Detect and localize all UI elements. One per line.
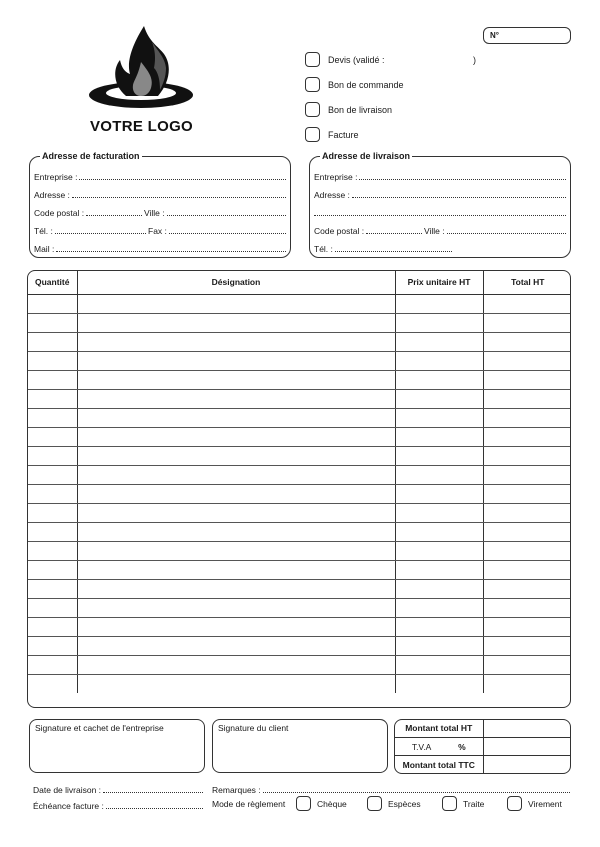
cell-quantite[interactable] — [28, 427, 77, 446]
checkbox[interactable] — [305, 77, 320, 92]
table-row — [28, 522, 571, 541]
cell-prix-unitaire[interactable] — [395, 674, 483, 693]
column-header-designation: Désignation — [77, 271, 395, 294]
items-table — [27, 270, 571, 708]
checkbox[interactable] — [442, 796, 457, 811]
tva-value[interactable] — [483, 737, 570, 755]
delivery-tel-field[interactable] — [314, 242, 452, 254]
cell-quantite[interactable] — [28, 674, 77, 693]
doc-type-label: Bon de commande — [328, 80, 404, 90]
field-label: Tél. : — [34, 226, 53, 236]
field-label: Adresse : — [34, 190, 70, 200]
billing-cp-ville-field[interactable] — [34, 206, 286, 218]
cell-total-ht[interactable] — [483, 636, 571, 655]
cell-quantite[interactable] — [28, 294, 77, 313]
document-number-field[interactable] — [483, 27, 571, 44]
cell-total-ht[interactable] — [483, 332, 571, 351]
field-label: Ville : — [424, 226, 445, 236]
cell-quantite[interactable] — [28, 484, 77, 503]
table-row — [28, 408, 571, 427]
cell-prix-unitaire[interactable] — [395, 427, 483, 446]
cell-designation[interactable] — [77, 332, 395, 351]
delivery-adresse-field[interactable] — [314, 188, 566, 200]
table-row — [28, 313, 571, 332]
billing-tel-fax-field[interactable] — [34, 224, 286, 236]
checkbox[interactable] — [507, 796, 522, 811]
payment-mode-label: Mode de règlement — [212, 799, 286, 809]
table-row — [28, 351, 571, 370]
cell-designation[interactable] — [77, 674, 395, 693]
table-row — [28, 617, 571, 636]
cell-prix-unitaire[interactable] — [395, 522, 483, 541]
table-row — [28, 598, 571, 617]
payment-option-label: Virement — [528, 799, 562, 809]
cell-designation[interactable] — [77, 579, 395, 598]
cell-designation[interactable] — [77, 541, 395, 560]
table-row — [28, 503, 571, 522]
cell-prix-unitaire[interactable] — [395, 484, 483, 503]
field-label: Code postal : — [34, 208, 85, 218]
cell-designation[interactable] — [77, 560, 395, 579]
cell-designation[interactable] — [77, 617, 395, 636]
cell-quantite[interactable] — [28, 313, 77, 332]
delivery-cp-ville-field[interactable] — [314, 224, 566, 236]
checkbox[interactable] — [305, 127, 320, 142]
cell-total-ht[interactable] — [483, 579, 571, 598]
doc-type-label: Bon de livraison — [328, 105, 393, 115]
devis-closing-paren: ) — [473, 55, 476, 65]
cell-quantite[interactable] — [28, 503, 77, 522]
cell-prix-unitaire[interactable] — [395, 408, 483, 427]
flame-icon — [86, 24, 196, 116]
cell-prix-unitaire[interactable] — [395, 294, 483, 313]
cell-total-ht[interactable] — [483, 598, 571, 617]
field-label: Échéance facture : — [33, 801, 104, 811]
cell-total-ht[interactable] — [483, 522, 571, 541]
total-ht-row — [395, 720, 570, 737]
cell-prix-unitaire[interactable] — [395, 313, 483, 332]
column-header-total-ht: Total HT — [483, 271, 571, 294]
table-row — [28, 389, 571, 408]
cell-total-ht[interactable] — [483, 389, 571, 408]
cell-total-ht[interactable] — [483, 351, 571, 370]
cell-quantite[interactable] — [28, 389, 77, 408]
cell-designation[interactable] — [77, 598, 395, 617]
cell-total-ht[interactable] — [483, 655, 571, 674]
table-row — [28, 655, 571, 674]
echeance-facture-field[interactable] — [33, 799, 203, 811]
cell-quantite[interactable] — [28, 560, 77, 579]
cell-quantite[interactable] — [28, 370, 77, 389]
field-label: Ville : — [144, 208, 165, 218]
cell-total-ht[interactable] — [483, 541, 571, 560]
field-label: Date de livraison : — [33, 785, 102, 795]
cell-designation[interactable] — [77, 522, 395, 541]
cell-total-ht[interactable] — [483, 617, 571, 636]
cell-designation[interactable] — [77, 351, 395, 370]
table-row — [28, 579, 571, 598]
table-row — [28, 636, 571, 655]
cell-total-ht[interactable] — [483, 560, 571, 579]
cell-quantite[interactable] — [28, 655, 77, 674]
field-label: Mail : — [34, 244, 55, 254]
delivery-address-box — [309, 151, 571, 258]
cell-total-ht[interactable] — [483, 294, 571, 313]
cell-designation[interactable] — [77, 484, 395, 503]
table-header-row — [28, 271, 571, 294]
table-row — [28, 427, 571, 446]
cell-quantite[interactable] — [28, 617, 77, 636]
tva-label: T.V.A — [411, 741, 432, 752]
tva-percent-sign: % — [458, 741, 466, 752]
field-label: Code postal : — [314, 226, 365, 236]
billing-address-box — [29, 151, 291, 258]
checkbox[interactable] — [305, 102, 320, 117]
cell-quantite[interactable] — [28, 465, 77, 484]
table-row — [28, 332, 571, 351]
cell-total-ht[interactable] — [483, 465, 571, 484]
table-row — [28, 674, 571, 693]
cell-designation[interactable] — [77, 427, 395, 446]
cell-prix-unitaire[interactable] — [395, 503, 483, 522]
billing-address-title: Adresse de facturation — [42, 151, 140, 161]
cell-prix-unitaire[interactable] — [395, 655, 483, 674]
column-header-prix-unitaire: Prix unitaire HT — [395, 271, 483, 294]
cell-prix-unitaire[interactable] — [395, 332, 483, 351]
field-label: Tél. : — [314, 244, 333, 254]
client-signature-label: Signature du client — [218, 723, 289, 733]
checkbox[interactable] — [296, 796, 311, 811]
cell-designation[interactable] — [77, 408, 395, 427]
payment-option-label: Chèque — [317, 799, 347, 809]
table-row — [28, 446, 571, 465]
cell-total-ht[interactable] — [483, 427, 571, 446]
cell-designation[interactable] — [77, 446, 395, 465]
cell-designation[interactable] — [77, 389, 395, 408]
cell-prix-unitaire[interactable] — [395, 446, 483, 465]
cell-quantite[interactable] — [28, 579, 77, 598]
tva-label-cell — [395, 737, 483, 755]
cell-prix-unitaire[interactable] — [395, 389, 483, 408]
cell-prix-unitaire[interactable] — [395, 560, 483, 579]
checkbox[interactable] — [305, 52, 320, 67]
cell-designation[interactable] — [77, 294, 395, 313]
document-number-label: N° — [490, 31, 499, 40]
cell-prix-unitaire[interactable] — [395, 636, 483, 655]
billing-adresse-field[interactable] — [34, 188, 286, 200]
company-logo — [86, 24, 196, 139]
delivery-adresse-line2[interactable] — [314, 206, 566, 218]
cell-designation[interactable] — [77, 655, 395, 674]
field-label: Entreprise : — [34, 172, 78, 182]
date-livraison-field[interactable] — [33, 783, 203, 795]
total-ht-value[interactable] — [483, 720, 570, 737]
payment-option-label: Traite — [463, 799, 485, 809]
table-row — [28, 370, 571, 389]
field-label: Remarques : — [212, 785, 261, 795]
cell-quantite[interactable] — [28, 541, 77, 560]
billing-entreprise-field[interactable] — [34, 170, 286, 182]
cell-designation[interactable] — [77, 636, 395, 655]
cell-total-ht[interactable] — [483, 503, 571, 522]
table-row — [28, 560, 571, 579]
field-label: Fax : — [148, 226, 167, 236]
doc-type-label: Devis (validé : — [328, 55, 385, 65]
table-row — [28, 541, 571, 560]
cell-total-ht[interactable] — [483, 484, 571, 503]
company-signature-box[interactable] — [29, 719, 205, 773]
cell-prix-unitaire[interactable] — [395, 579, 483, 598]
cell-total-ht[interactable] — [483, 370, 571, 389]
total-ht-label: Montant total HT — [395, 720, 483, 737]
remarques-field[interactable] — [212, 783, 570, 795]
cell-total-ht[interactable] — [483, 313, 571, 332]
company-signature-label: Signature et cachet de l'entreprise — [35, 723, 164, 733]
cell-quantite[interactable] — [28, 408, 77, 427]
cell-total-ht[interactable] — [483, 408, 571, 427]
checkbox[interactable] — [367, 796, 382, 811]
payment-mode-group — [212, 796, 572, 812]
cell-quantite[interactable] — [28, 332, 77, 351]
cell-prix-unitaire[interactable] — [395, 598, 483, 617]
cell-quantite[interactable] — [28, 598, 77, 617]
doc-type-label: Facture — [328, 130, 359, 140]
cell-quantite[interactable] — [28, 446, 77, 465]
cell-designation[interactable] — [77, 465, 395, 484]
table-row — [28, 465, 571, 484]
cell-prix-unitaire[interactable] — [395, 351, 483, 370]
tva-row — [395, 737, 570, 755]
logo-text: VOTRE LOGO — [90, 118, 194, 135]
field-label: Adresse : — [314, 190, 350, 200]
client-signature-box[interactable] — [212, 719, 388, 773]
delivery-address-title: Adresse de livraison — [322, 151, 411, 161]
cell-designation[interactable] — [77, 503, 395, 522]
total-ttc-row — [395, 756, 570, 773]
cell-prix-unitaire[interactable] — [395, 617, 483, 636]
table-row — [28, 294, 571, 313]
delivery-entreprise-field[interactable] — [314, 170, 566, 182]
cell-quantite[interactable] — [28, 636, 77, 655]
cell-prix-unitaire[interactable] — [395, 370, 483, 389]
cell-quantite[interactable] — [28, 522, 77, 541]
cell-quantite[interactable] — [28, 351, 77, 370]
payment-option-label: Espèces — [388, 799, 421, 809]
billing-mail-field[interactable] — [34, 242, 286, 254]
cell-designation[interactable] — [77, 313, 395, 332]
totals-box — [394, 719, 571, 774]
field-label: Entreprise : — [314, 172, 358, 182]
cell-total-ht[interactable] — [483, 674, 571, 693]
cell-designation[interactable] — [77, 370, 395, 389]
cell-prix-unitaire[interactable] — [395, 541, 483, 560]
table-row — [28, 484, 571, 503]
total-ttc-value[interactable] — [483, 756, 570, 773]
total-ttc-label: Montant total TTC — [395, 756, 483, 773]
column-header-quantite: Quantité — [28, 271, 77, 294]
cell-total-ht[interactable] — [483, 446, 571, 465]
cell-prix-unitaire[interactable] — [395, 465, 483, 484]
